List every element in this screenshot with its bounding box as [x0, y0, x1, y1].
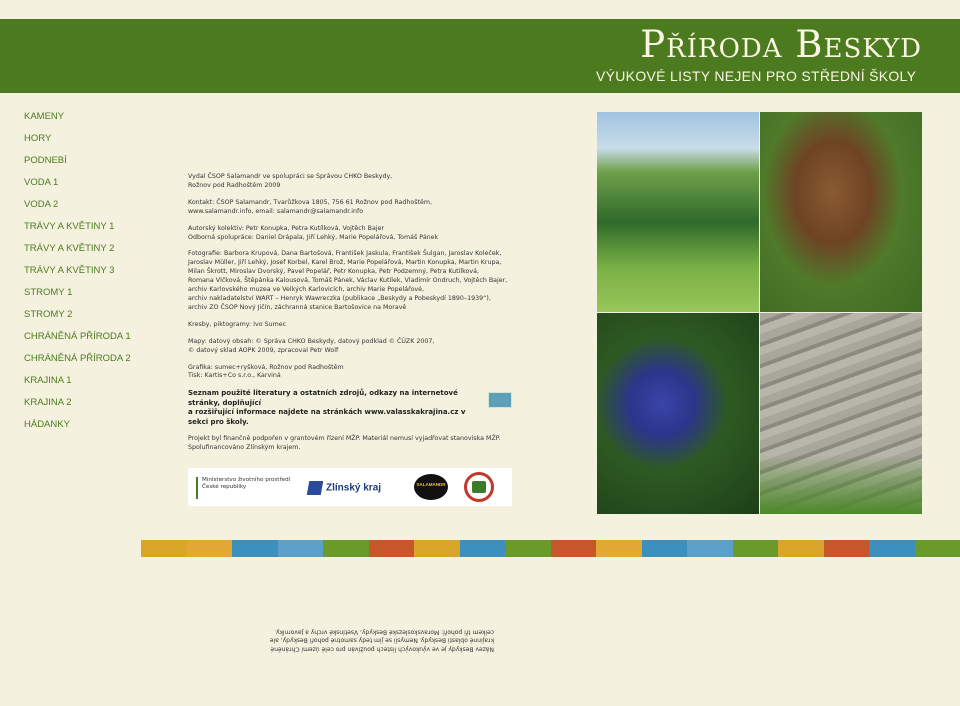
pictogram-tile-icon — [778, 540, 824, 557]
nav-item-krajina-2[interactable]: KRAJINA 2 — [24, 397, 72, 408]
partner-logos — [188, 468, 512, 506]
nav-item-hory[interactable]: HORY — [24, 133, 52, 144]
nav-item-voda-1[interactable]: VODA 1 — [24, 177, 59, 188]
nav-item-stromy-1[interactable]: STROMY 1 — [24, 287, 73, 298]
pictogram-tile-icon — [915, 540, 960, 557]
nav-item-chranena-2[interactable]: CHRÁNĚNÁ PŘÍRODA 2 — [24, 353, 131, 364]
page-subtitle: VÝUKOVÉ LISTY NEJEN PRO STŘEDNÍ ŠKOLY — [596, 68, 917, 84]
mzp-logo-bar-icon — [196, 477, 198, 499]
pictogram-tile-icon — [141, 540, 187, 557]
salamandr-logo-label: SALAMANDR — [416, 482, 446, 487]
zlinsky-kraj-label: Zlínský kraj — [326, 482, 382, 494]
nav-item-travy-2[interactable]: TRÁVY A KVĚTINY 2 — [24, 243, 115, 254]
gentian-flower-photo — [597, 313, 759, 514]
pictogram-tile-icon — [824, 540, 870, 557]
pictogram-tile-icon — [869, 540, 915, 557]
mzp-logo — [196, 477, 294, 499]
credits-authors: Autorský kolektiv: Petr Konupka, Petra Kutílková, Vojtěch Bajer Odborná spolupráce: Daniel Drápala, Jiří Lehký, Marie Popelářová, Tomáš Pánek — [188, 224, 439, 241]
meadow-landscape-photo — [597, 112, 759, 312]
credits-drawings: Kresby, piktogramy: Ivo Sumec — [188, 320, 287, 328]
nav-item-kameny[interactable]: KAMENY — [24, 111, 65, 122]
pictogram-tile-icon — [596, 540, 642, 557]
nav-item-stromy-2[interactable]: STROMY 2 — [24, 309, 73, 320]
salamandr-logo-icon — [414, 474, 448, 500]
rock-layers-photo — [760, 313, 922, 514]
nav-item-travy-1[interactable]: TRÁVY A KVĚTINY 1 — [24, 221, 115, 232]
chko-beskydy-logo-icon — [464, 472, 494, 502]
credits-photos: Fotografie: Barbora Krupová, Dana Bartošová, František Jaskula, František Šulgan, Jaroslav Koleček, Jaroslav Müller, Jiří Lehký, Josef Korbel, Karel Brož, Marie Popelářová, Martin Konupka, Martin Krupa, Milan Škrott, Miroslav Dvorský, Pavel Popelář, Petr Konupka, Petr Podzemný, Petra Kutílková, Romana Vlčková, Štěpánka Kalousová, Tomáš Pánek, Václav Kutílek, Vladimír Ondruch, Vojtěch Bajer, archiv Karlovského muzea ve Velkých Karlovicích, archiv Marie Popelářové, archiv nakladatelství WART – Henryk Wawreczka (publikace „Beskydy a Pobeskydí 1890–1939“), archiv ZO ČSOP Nový Jičín, záchranná stanice Bartošovice na Moravě — [188, 250, 508, 311]
nav-item-hadanky[interactable]: HÁDANKY — [24, 419, 70, 430]
pictogram-tile-icon — [733, 540, 779, 557]
credits-maps: Mapy: datový obsah: © Správa CHKO Beskydy, datový podklad © ČÚZK 2007, © datový sklad AOPK 2009, zpracoval Petr Wolf — [188, 337, 435, 354]
zlinsky-kraj-logo — [308, 481, 381, 495]
photo-grid — [597, 112, 922, 514]
pictogram-tile-icon — [187, 540, 233, 557]
pictogram-strip — [141, 540, 960, 557]
credits-contact: Kontakt: ČSOP Salamandr, Tvarůžkova 1805, 756 61 Rožnov pod Radhoštěm, www.salamandr.info, email: salamandr@salamandr.info — [188, 198, 433, 215]
mzp-logo-line1: Ministerstvo životního prostředí — [202, 477, 291, 483]
pictogram-tile-icon — [460, 540, 506, 557]
nav-item-travy-3[interactable]: TRÁVY A KVĚTINY 3 — [24, 265, 115, 276]
pictogram-tile-icon — [414, 540, 460, 557]
pictogram-tile-icon — [551, 540, 597, 557]
page-title: Příroda Beskyd — [640, 23, 922, 66]
pictogram-tile-icon — [505, 540, 551, 557]
nav-item-chranena-1[interactable]: CHRÁNĚNÁ PŘÍRODA 1 — [24, 331, 131, 342]
section-nav — [24, 110, 164, 440]
pictogram-tile-icon — [232, 540, 278, 557]
footer-note: Název Beskydy je ve výukových listech používán pro celé území Chráněné krajinné oblasti Beskydy. Nemysli se jím tedy samotné pohoří Beskydy, ale celkem tři pohoří: Moravskoslezské Beskydy, Vsetínské vrchy a Javorníky. — [269, 628, 494, 653]
pictogram-tile-icon — [687, 540, 733, 557]
pictogram-tile-icon — [278, 540, 324, 557]
pictogram-tile-icon — [642, 540, 688, 557]
valasska-krajina-logo-icon — [488, 392, 512, 408]
fern-foliage-overlay — [760, 454, 922, 514]
sources-text[interactable]: Seznam použité literatury a ostatních zdrojů, odkazy na internetové stránky, doplňující a rozšiřující informace najdete na stránkách www.valasskakrajina.cz v sekci pro školy. — [188, 389, 466, 426]
header-banner — [0, 19, 960, 93]
pictogram-tile-icon — [323, 540, 369, 557]
credits-graphics: Grafika: sumec+ryšková, Rožnov pod Radhoštěm Tisk: Kartis+Co s.r.o., Karviná — [188, 363, 344, 380]
nav-item-podnebi[interactable]: PODNEBÍ — [24, 155, 67, 166]
sources-note — [188, 389, 508, 427]
brown-bear-photo — [760, 112, 922, 312]
zlinsky-kraj-mark-icon — [307, 481, 323, 495]
credits-funding: Projekt byl finančně podpořen v grantovém řízení MŽP. Materiál nemusí vyjadřovat stanoviska MŽP. Spolufinancováno Zlínským krajem. — [188, 435, 501, 452]
nav-item-krajina-1[interactable]: KRAJINA 1 — [24, 375, 72, 386]
pictogram-tile-icon — [369, 540, 415, 557]
nav-item-voda-2[interactable]: VODA 2 — [24, 199, 59, 210]
mzp-logo-line2: České republiky — [202, 484, 247, 490]
chko-beskydy-emblem-icon — [472, 481, 486, 493]
credits-block — [188, 173, 508, 461]
credits-publisher: Vydal ČSOP Salamandr ve spolupráci se Správou CHKO Beskydy, Rožnov pod Radhoštěm 2009 — [188, 173, 393, 189]
